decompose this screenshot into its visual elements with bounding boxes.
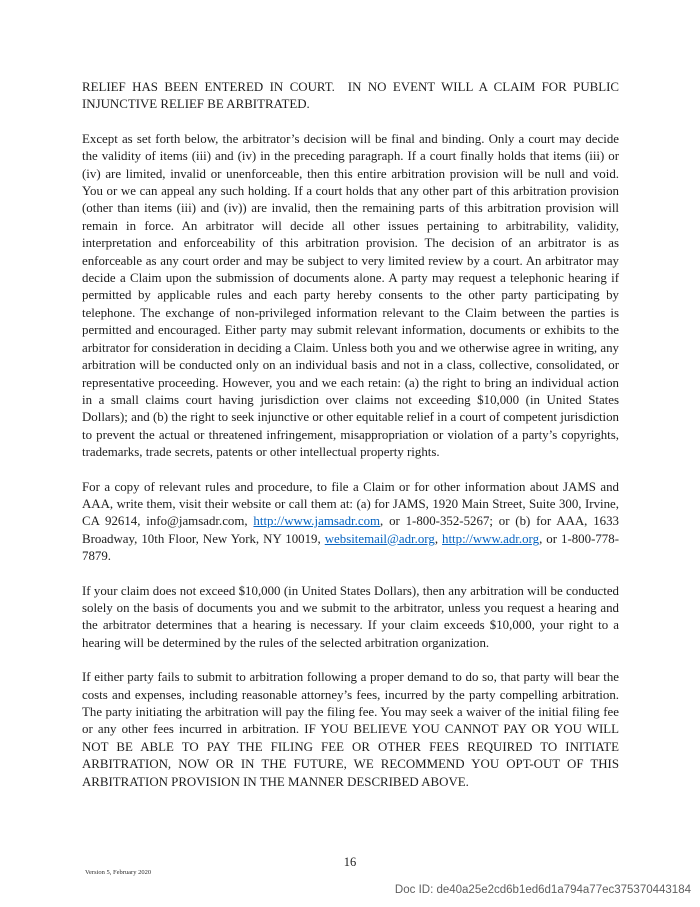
hyperlink[interactable]: http://www.adr.org (442, 531, 540, 546)
hyperlink[interactable]: websitemail@adr.org (324, 531, 435, 546)
text-run: For a copy of relevant rules and procedure, to file a Claim or for other information about JAMS and AAA, write them, visit their website or call them at: (a) for JAMS, 1920 Main Street, Suite 300, Irvine, CA 92614, info@jamsadr.com, (82, 479, 623, 529)
text-run: , or 1-800-778-7879. (82, 531, 619, 564)
text-run: , or 1-800-352-5267; or (b) for AAA, 1633 Broadway, 10th Floor, New York, NY 10019, (82, 514, 623, 546)
version-label: Version 5, February 2020 (85, 869, 152, 876)
page-number: 16 (343, 855, 357, 869)
paragraph (82, 669, 623, 791)
text-run: Except as set forth below, the arbitrator’s decision will be final and binding. Only a court may decide the validity of items (iii) and (iv) in the preceding paragraph. If a court finally holds that items (iii) or (iv) are limited, invalid or unenforceable, then this entire arbitration provision will be null and void. You or we can appeal any such holding. If a court holds that any other part of this arbitration provision (other than items (iii) and (iv)) are invalid, then the remaining parts of this arbitration provision will remain in force. An arbitrator will decide all other issues pertaining to arbitrability, validity, interpretation and enforceability of this arbitration provision. The decision of an arbitrator is as enforceable as any court order and may be subject to very limited review by a court. An arbitrator may decide a Claim upon the submission of documents alone. A party may request a telephonic hearing if permitted by applicable rules and each party hereby consents to the other party participating by telephone. The exchange of non-privileged information relevant to the Claim between the parties is permitted and encouraged. Either party may submit relevant information, documents or exhibits to the arbitrator for consideration in deciding a Claim. Unless both you and we otherwise agree in writing, any arbitration will be conducted only on an individual basis and not in a class, collective, consolidated, or representative proceeding. However, you and we each retain: (a) the right to bring an individual action in a small claims court having jurisdiction over claims not exceeding $10,000 (in United States Dollars); and (b) the right to seek injunctive or other equitable relief in a court of competent jurisdiction to prevent the actual or threatened infringement, misappropriation or violation of a party’s copyrights, trademarks, trade secrets, patents or other intellectual property rights. (82, 131, 623, 460)
paragraph (82, 583, 623, 653)
text-run: RELIEF HAS BEEN ENTERED IN COURT. IN NO EVENT WILL A CLAIM FOR PUBLIC INJUNCTIVE RELIEF BE ARBITRATED. (82, 80, 623, 112)
paragraph (82, 79, 623, 114)
paragraph (82, 131, 623, 462)
document-body (82, 79, 623, 808)
text-run: If your claim does not exceed $10,000 (in United States Dollars), then any arbitration will be conducted solely on the basis of documents you and we submit to the arbitrator, unless you request a hearing and the arbitrator determines that a hearing is necessary. If your claim exceeds $10,000, your right to a hearing will be determined by the rules of the selected arbitration organization. (82, 583, 623, 650)
hyperlink[interactable]: http://www.jamsadr.com (253, 514, 381, 529)
paragraph (82, 479, 623, 566)
text-run: If either party fails to submit to arbitration following a proper demand to do so, that party will bear the costs and expenses, including reasonable attorney’s fees, incurred by the party compelling arbitration. The party initiating the arbitration will pay the filing fee. You may seek a waiver of the initial filing fee or any other fees incurred in arbitration. IF YOU BELIEVE YOU CANNOT PAY OR YOU WILL NOT BE ABLE TO PAY THE FILING FEE OR OTHER FEES REQUIRED TO INITIATE ARBITRATION, NOW OR IN THE FUTURE, WE RECOMMEND YOU OPT-OUT OF THIS ARBITRATION PROVISION IN THE MANNER DESCRIBED ABOVE. (82, 670, 623, 789)
doc-id: Doc ID: de40a25e2cd6b1ed6d1a794a77ec375370443184 (394, 884, 691, 896)
text-run: , (434, 531, 443, 546)
